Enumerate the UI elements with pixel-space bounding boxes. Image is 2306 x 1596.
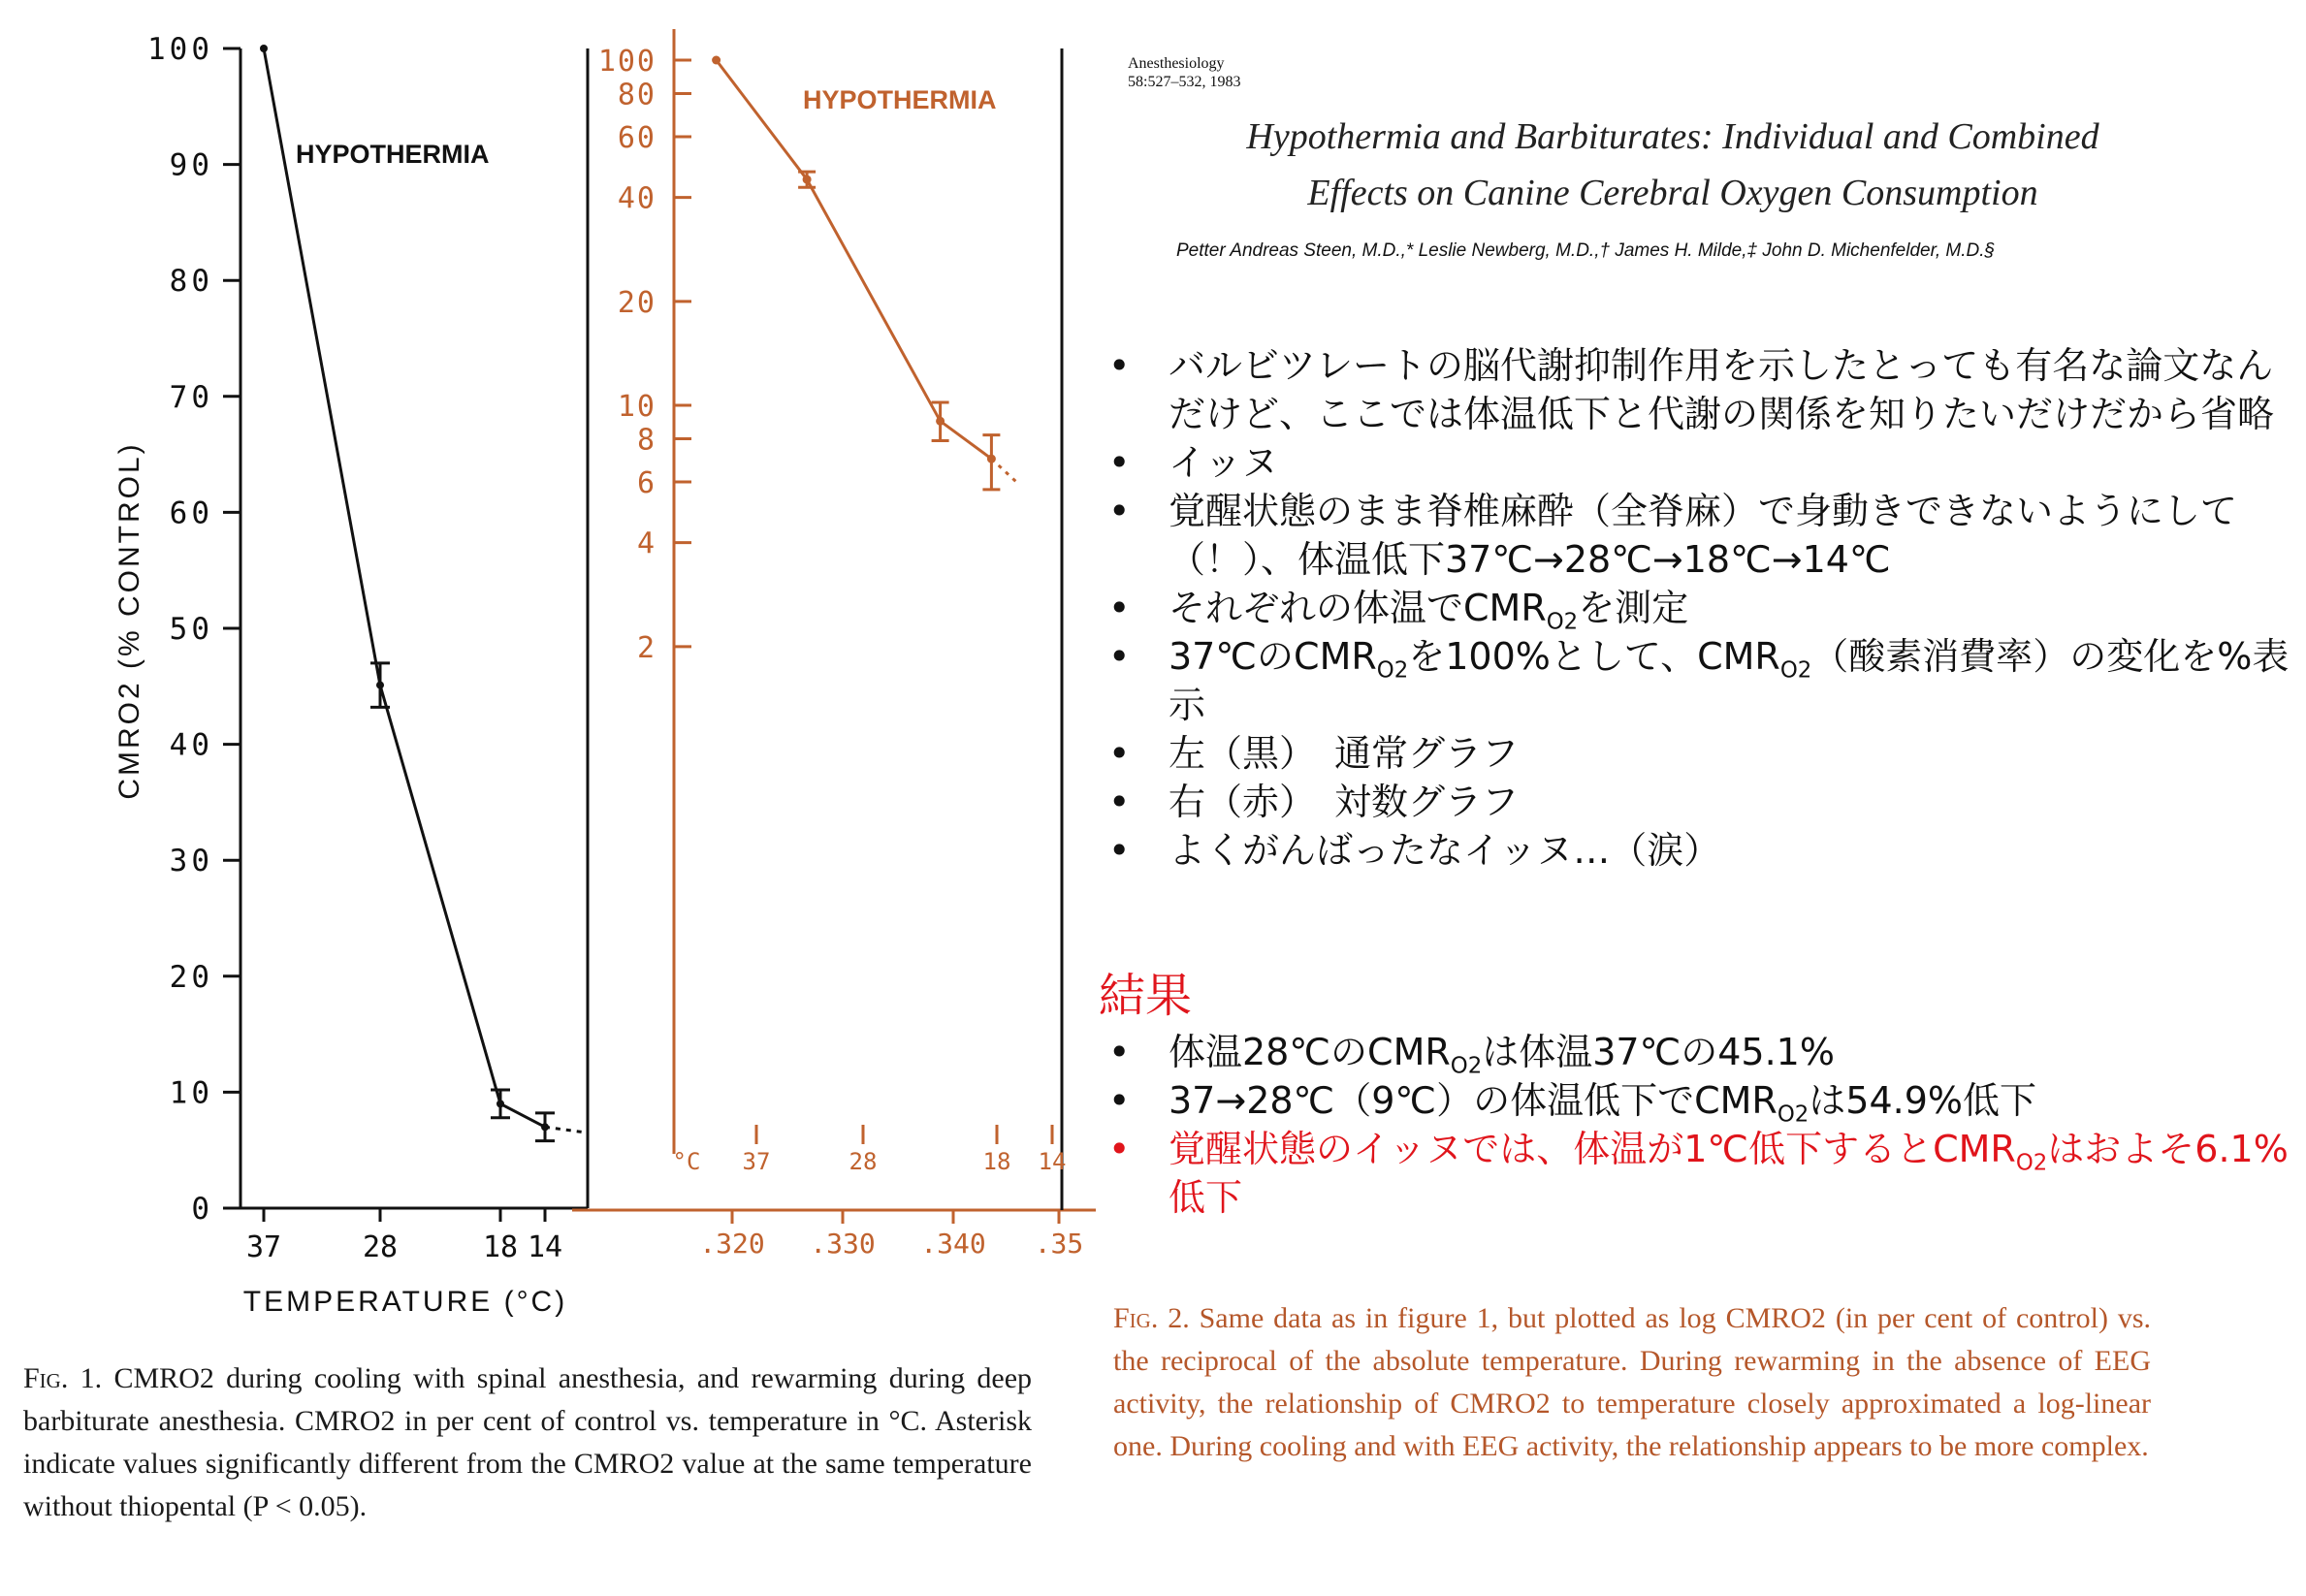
result-text: 37→28℃（9℃）の体温低下でCMR xyxy=(1169,1079,1778,1122)
y-tick-label: 30 xyxy=(169,844,213,879)
y-tick-label: 10 xyxy=(169,1075,213,1111)
figure1-caption xyxy=(23,1357,1032,1528)
data-point xyxy=(260,45,268,52)
note-text: （酸素消費率）の変化を%表示 xyxy=(1169,635,2290,726)
list-item xyxy=(1081,1076,2303,1128)
x-tick-label: .330 xyxy=(810,1228,876,1260)
o2-subscript: O2 xyxy=(2015,1150,2048,1176)
result-text: は体温37℃の45.1% xyxy=(1482,1031,1835,1073)
y-tick-label: 8 xyxy=(636,423,657,458)
result-text: 覚醒状態のイッヌでは、体温が1℃低下するとCMR xyxy=(1169,1128,2016,1170)
data-point xyxy=(803,176,812,184)
list-item xyxy=(1081,1028,2303,1079)
log-chart xyxy=(572,0,1096,1261)
chart1-xlabel: TEMPERATURE (°C) xyxy=(242,1286,568,1318)
note-text: 右（赤） 対数グラフ xyxy=(1169,781,1520,823)
data-point xyxy=(712,56,721,65)
data-point xyxy=(496,1100,504,1107)
list-item xyxy=(1081,1125,2303,1222)
journal-volume: 58:527–532, 1983 xyxy=(1128,74,1241,90)
paper-title-line1: Hypothermia and Barbiturates: Individual and Combined xyxy=(1246,116,2099,157)
figure2-text: Same data as in figure 1, but plotted as log CMRO2 (in per cent of control) vs. the reciprocal of the absolute temperature. During rewarming in the absence of EEG activity, the relationship of CMRO2 to temperature closely approximated a log-linear one. During cooling and with EEG activity, the relationship appears to be more complex. xyxy=(1113,1302,2152,1462)
list-item xyxy=(1081,341,2303,438)
x-tick-label: 14 xyxy=(527,1230,563,1264)
x-tick-label: 37 xyxy=(245,1230,282,1264)
series-tail-dashed xyxy=(991,459,1018,484)
x-tick-label: .320 xyxy=(699,1228,765,1260)
list-item xyxy=(1081,778,2303,826)
figure1-text: CMRO2 during cooling with spinal anesthesia, and rewarming during deep barbiturate anesthesia. CMRO2 in per cent of control vs. temperature in °C. Asterisk indicate values significantly different from the CMRO2 value at the same temperature without thiopental (P < 0.05). xyxy=(23,1362,1033,1522)
list-item xyxy=(1081,487,2303,584)
series-line xyxy=(264,48,545,1127)
journal-name: Anesthesiology xyxy=(1128,55,1225,72)
journal-citation xyxy=(1128,54,1240,91)
note-text: イッヌ xyxy=(1169,441,1279,484)
y-tick-label: 70 xyxy=(169,379,213,415)
y-tick-label: 80 xyxy=(169,264,213,300)
paper-title-line2: Effects on Canine Cerebral Oxygen Consumption xyxy=(1307,173,2038,213)
y-tick-label: 4 xyxy=(636,527,657,561)
x-tick-label: .340 xyxy=(920,1228,986,1260)
y-tick-label: 90 xyxy=(169,147,213,183)
list-item xyxy=(1081,826,2303,875)
paper-authors: Petter Andreas Steen, M.D.,* Leslie Newberg, M.D.,† James H. Milde,‡ John D. Michenfelder, M.D.§ xyxy=(1176,240,1996,261)
y-tick-label: 10 xyxy=(617,390,657,424)
data-point xyxy=(936,417,945,426)
o2-subscript: O2 xyxy=(1546,609,1579,635)
data-point xyxy=(541,1123,549,1131)
note-text: 37℃のCMR xyxy=(1169,635,1377,678)
note-text: バルビツレートの脳代謝抑制作用を示したとっても有名な論文なんだけど、ここでは体温低下と代謝の関係を知りたいだけだから省略 xyxy=(1169,344,2275,435)
list-item xyxy=(1081,438,2303,487)
o2-subscript: O2 xyxy=(1777,1101,1810,1128)
y-tick-label: 50 xyxy=(169,612,213,647)
o2-subscript: O2 xyxy=(1376,657,1409,684)
y-tick-label: 6 xyxy=(636,465,657,500)
note-text: よくがんばったなイッヌ…（涙） xyxy=(1169,829,1721,872)
note-text: 左（黒） 通常グラフ xyxy=(1169,732,1520,775)
list-item xyxy=(1081,729,2303,778)
list-item xyxy=(1081,584,2303,635)
result-text: は54.9%低下 xyxy=(1809,1079,2036,1122)
y-tick-label: 40 xyxy=(617,181,657,216)
y-tick-label: 20 xyxy=(617,285,657,320)
chart1-title: HYPOTHERMIA xyxy=(296,140,490,169)
temp-tick-label: 18 xyxy=(982,1148,1011,1175)
chart1-ylabel: CMRO2 (% CONTROL) xyxy=(113,441,145,800)
list-item xyxy=(1081,632,2303,729)
result-text: はおよそ6.1%低下 xyxy=(1169,1128,2289,1219)
data-point xyxy=(376,682,384,689)
y-tick-label: 40 xyxy=(169,727,213,763)
y-tick-label: 80 xyxy=(617,78,657,112)
y-tick-label: 60 xyxy=(617,120,657,155)
figure1-label: Fig. 1. xyxy=(23,1362,103,1394)
note-text: それぞれの体温でCMR xyxy=(1169,587,1547,629)
temp-tick-label: 14 xyxy=(1038,1148,1067,1175)
x-tick-label: .35 xyxy=(1034,1228,1084,1260)
y-tick-label: 60 xyxy=(169,495,213,531)
temp-tick-label: °C xyxy=(672,1148,701,1175)
paper-title xyxy=(1115,109,2230,221)
result-text: 体温28℃のCMR xyxy=(1169,1031,1451,1073)
y-tick-label: 2 xyxy=(636,630,657,665)
note-text: 覚醒状態のまま脊椎麻酔（全脊麻）で身動きできないようにして（！）、体温低下37℃→28℃→18℃→14℃ xyxy=(1169,490,2238,581)
y-tick-label: 100 xyxy=(597,45,657,79)
series-line xyxy=(717,60,992,459)
results-heading: 結果 xyxy=(1099,969,1193,1023)
note-text: を測定 xyxy=(1578,587,1689,629)
x-tick-label: 18 xyxy=(482,1230,519,1264)
notes-list xyxy=(1081,341,2303,875)
temp-tick-label: 28 xyxy=(849,1148,878,1175)
linear-chart xyxy=(0,0,601,1338)
x-tick-label: 28 xyxy=(362,1230,399,1264)
y-tick-label: 100 xyxy=(147,32,213,67)
y-tick-label: 20 xyxy=(169,959,213,995)
temp-tick-label: 37 xyxy=(742,1148,771,1175)
figure2-caption xyxy=(1113,1297,2151,1468)
figure2-label: Fig. 2. xyxy=(1113,1302,1190,1334)
chart2-title: HYPOTHERMIA xyxy=(803,85,997,114)
data-point xyxy=(987,455,996,463)
note-text: を100%として、CMR xyxy=(1408,635,1780,678)
results-list xyxy=(1081,1028,2303,1222)
o2-subscript: O2 xyxy=(1779,657,1812,684)
y-tick-label: 0 xyxy=(191,1192,213,1227)
o2-subscript: O2 xyxy=(1450,1053,1483,1079)
